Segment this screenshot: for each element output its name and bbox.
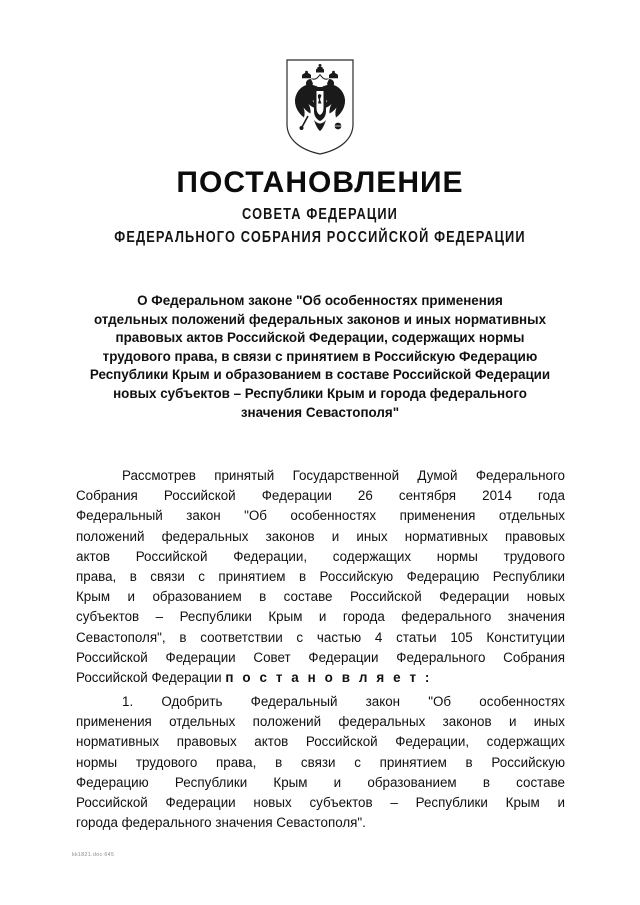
preamble-line: актов Российской Федерации, содержащих нормы трудового [76,548,565,564]
law-title-line: трудового права, в связи с принятием в Российскую Федерацию [102,348,538,364]
coat-of-arms-container [0,58,640,156]
resolve-keyword: п о с т а н о в л я е т : [225,670,432,686]
clause-1-last-line: города федерального значения Севастополя". [76,815,366,831]
preamble-resolve-prefix: Российской Федерации [76,670,226,686]
clause-1-line: Федерацию Республики Крым и образованием в составе [76,774,565,790]
clause-1-line: Российской Федерации новых субъектов – Республики Крым и [76,795,565,811]
law-title-line: правовых актов Российской Федерации, содержащих нормы [115,330,525,346]
clause-1-line: нормы трудового права, в связи с принятием в Российскую [76,754,565,770]
clause-1-text [76,692,565,833]
clause-1-line: применения отдельных положений федеральных законов и иных [76,714,565,730]
preamble-line: Крым и образованием в составе Российской Федерации новых [76,589,565,605]
law-title-line: отдельных положений федеральных законов и иных нормативных [93,311,547,327]
law-title-block [68,292,572,422]
clause-1-paragraph [76,692,565,833]
clause-1-line: 1. Одобрить Федеральный закон "Об особенностях [122,694,565,709]
preamble-line: Федеральный закон "Об особенностях применения отдельных [76,508,565,524]
preamble-resolve-line [76,668,565,688]
preamble-line: Собрания Российской Федерации 26 сентября 2014 года [76,488,565,504]
preamble-line: Севастополя", в соответствии с частью 4 статьи 105 Конституции [76,629,565,645]
footer-file-note: kk1821.doc 645 [72,852,115,858]
law-title-line: О Федеральном законе "Об особенностях применения [137,293,503,308]
document-subtitle-line-1: СОВЕТА ФЕДЕРАЦИИ [242,206,398,223]
preamble-line: положений федеральных законов и иных нормативных правовых [76,528,565,544]
russian-coat-of-arms-icon [283,58,357,156]
law-title-line: новых субъектов – Республики Крым и города федерального [113,385,527,401]
preamble-paragraph [76,466,565,688]
preamble-line: Рассмотрев принятый Государственной Думой Федерального [122,468,565,483]
preamble-text [76,466,565,688]
law-title-line: значения Севастополя" [240,404,400,420]
clause-1-line: нормативных правовых актов Российской Федерации, содержащих [76,734,565,750]
document-title: ПОСТАНОВЛЕНИЕ [176,166,464,199]
preamble-line: права, в связи с принятием в Российскую Федерацию Республики [76,569,565,585]
preamble-line: субъектов – Республики Крым и города федерального значения [76,609,565,625]
preamble-line: Российской Федерации Совет Федерации Федерального Собрания [76,649,565,665]
law-title-line: Республики Крым и образованием в составе Российской Федерации [89,367,551,383]
document-subtitle-line-2: ФЕДЕРАЛЬНОГО СОБРАНИЯ РОССИЙСКОЙ ФЕДЕРАЦИИ [114,229,526,246]
